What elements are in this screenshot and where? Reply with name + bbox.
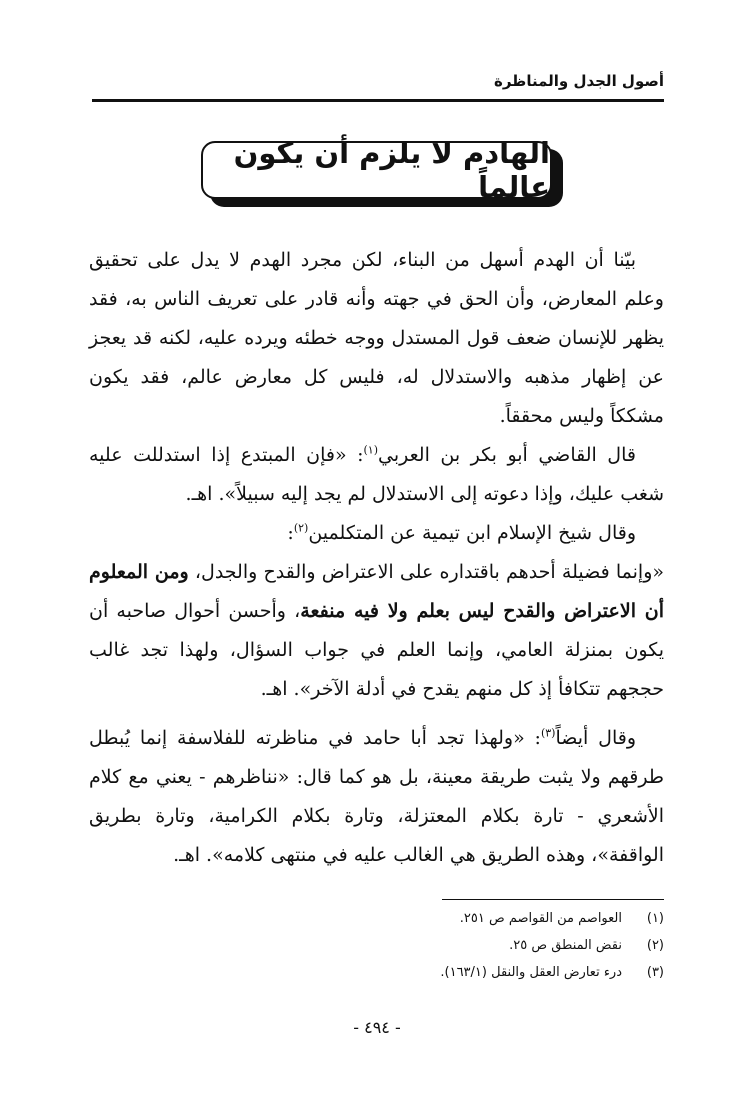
running-header: أصول الجدل والمناظرة xyxy=(494,72,664,90)
body-text xyxy=(89,241,664,875)
quote-text: : «فإن المبتدع إذا استدللت عليه شغب عليك، وإذا دعوته إلى الاستدلال لم يجد إليه سبيلاً». اهـ. xyxy=(89,444,664,505)
section-title: الهادم لا يلزم أن يكون عالماً xyxy=(233,136,550,204)
paragraph-abu-hamid-quote xyxy=(89,719,664,875)
footnote-1 xyxy=(440,905,664,932)
paragraph-ibn-taymiyya-intro xyxy=(89,514,664,553)
header-rule xyxy=(92,99,664,102)
footnote-rule xyxy=(442,899,664,900)
footnotes xyxy=(440,905,664,986)
section-title-box xyxy=(201,136,552,204)
quote-text: «وإنما فضيلة أحدهم باقتداره على الاعتراض والقدح والجدل، xyxy=(188,561,664,583)
footnote-ref-1: (١) xyxy=(363,443,379,457)
quote-intro: وقال شيخ الإسلام ابن تيمية عن المتكلمين xyxy=(308,522,636,544)
quote-text: ، وأحسن أحوال صاحبه أن يكون بمنزلة العامي، وإنما العلم في جواب السؤال، ولهذا تجد غالب حججهم تتكافأ إذ كل منهم يقدح في أدلة الآخر». اهـ. xyxy=(89,600,664,700)
quote-text: : «ولهذا تجد أبا حامد في مناظرته للفلاسفة إنما يُبطل طرقهم ولا يثبت طريقة معينة، بل هو كما قال: «نناظرهم - يعني مع كلام الأشعري - تارة بكلام المعتزلة، وتارة بكلام الكرامية، وتارة بطريق الواقفة»، وهذه الطريق هي الغالب عليه في منتهى كلامه». اهـ. xyxy=(89,727,664,866)
footnote-number: (٣) xyxy=(646,965,664,980)
footnote-ref-3: (٣) xyxy=(540,726,556,740)
quote-intro: وقال أيضاً xyxy=(555,727,636,749)
footnote-3 xyxy=(440,959,664,986)
paragraph-intro-text: بيّنا أن الهدم أسهل من البناء، لكن مجرد الهدم لا يدل على تحقيق وعلم المعارض، وأن الحق في جهته وأنه قادر على تعريف الناس به، فقد يظهر للإنسان ضعف قول المستدل ووجه خطئه ويرده عليه، لكنه قد يعجز عن إظهار مذهبه والاستدلال له، فليس كل معارض عالم، فقد يكون مشككاً وليس محققاً. xyxy=(89,249,664,427)
footnote-number: (١) xyxy=(646,911,664,926)
page-number: - ٤٩٤ - xyxy=(353,1018,401,1037)
paragraph-ibn-taymiyya-quote xyxy=(89,553,664,709)
footnote-ref-2: (٢) xyxy=(293,521,309,535)
footnote-text: نقض المنطق ص ٢٥. xyxy=(509,938,622,953)
paragraph-intro xyxy=(89,241,664,436)
quote-bold-text: ومن المعلوم أن الاعتراض والقدح ليس بعلم ولا فيه منفعة xyxy=(89,561,664,622)
paragraph-ibn-arabi-quote xyxy=(89,436,664,514)
footnote-2 xyxy=(440,932,664,959)
footnote-text: درء تعارض العقل والنقل (١٦٣/١). xyxy=(440,965,622,980)
colon: : xyxy=(287,522,294,544)
footnote-number: (٢) xyxy=(646,938,664,953)
quote-intro: قال القاضي أبو بكر بن العربي xyxy=(378,444,636,466)
footnote-text: العواصم من القواصم ص ٢٥١. xyxy=(459,911,622,926)
